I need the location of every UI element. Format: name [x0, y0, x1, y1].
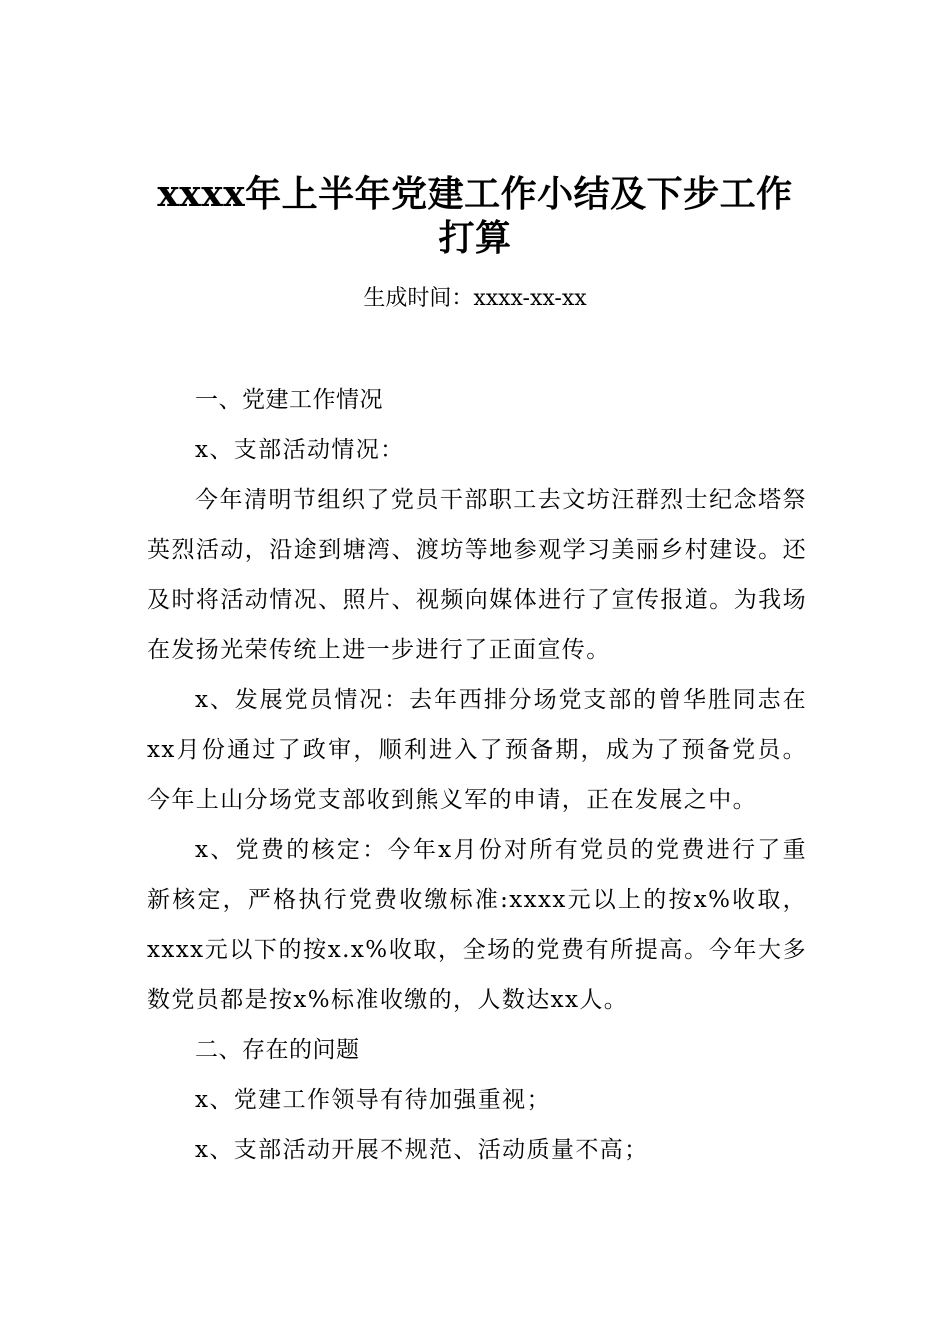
document-title: xxxx年上半年党建工作小结及下步工作打算	[157, 173, 793, 259]
paragraph-member-development: x、发展党员情况：去年西排分场党支部的曾华胜同志在xx月份通过了政审，顺利进入了预备期，成为了预备党员。今年上山分场党支部收到熊义军的申请，正在发展之中。	[147, 687, 807, 813]
generated-date: 生成时间：xxxx-xx-xx	[363, 286, 587, 311]
paragraph-branch-activities: x、支部活动情况：	[195, 437, 405, 463]
section-heading-1: 一、党建工作情况	[195, 387, 383, 413]
paragraph-problem-1: x、党建工作领导有待加强重视；	[195, 1087, 551, 1113]
section-heading-2: 二、存在的问题	[195, 1037, 360, 1063]
paragraph-qingming-activity: 今年清明节组织了党员干部职工去文坊汪群烈士纪念塔祭英烈活动，沿途到塘湾、渡坊等地参观学习美丽乡村建设。还及时将活动情况、照片、视频向媒体进行了宣传报道。为我场在发扬光荣传统上进一步进行了正面宣传。	[147, 487, 807, 663]
paragraph-problem-2: x、支部活动开展不规范、活动质量不高；	[195, 1137, 649, 1163]
document-body	[147, 375, 807, 1175]
paragraph-party-dues: x、党费的核定：今年x月份对所有党员的党费进行了重新核定，严格执行党费收缴标准:xxxx元以上的按x%收取，xxxx元以下的按x.x%收取，全场的党费有所提高。今年大多数党员都是按x%标准收缴的，人数达xx人。	[147, 837, 807, 1013]
